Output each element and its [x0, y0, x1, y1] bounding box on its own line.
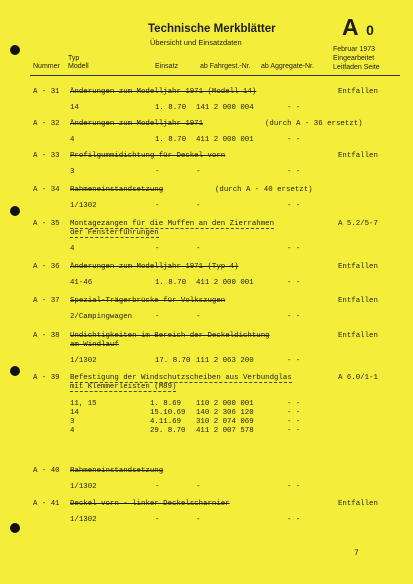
sheet-code — [342, 14, 375, 41]
entry-aggregate: - - — [287, 516, 301, 524]
entry-fahrgest: 111 2 063 200 — [196, 357, 254, 365]
entry-einsatz: 1. 8.69 — [150, 400, 182, 408]
entry-aggregate: - - — [287, 313, 301, 321]
entry-aggregate: - - — [287, 400, 301, 408]
entry-fahrgest: 140 2 306 120 — [196, 409, 254, 417]
page-number: 7 — [354, 549, 359, 558]
sheet-code-number: 0 — [366, 22, 375, 38]
entry-aggregate: - - — [287, 279, 301, 287]
entry-aggregate: - - — [287, 104, 301, 112]
entry-aggregate: - - — [287, 168, 301, 176]
entry-title: Rahmeneinstandsetzung — [70, 186, 164, 194]
entry-einsatz: 4.11.69 — [150, 418, 182, 426]
page-title: Technische Merkblätter — [148, 23, 276, 35]
entry-number: A - 35 — [33, 220, 60, 228]
entry-number: A - 41 — [33, 500, 60, 508]
col-fahrgest-header: ab Fahrgest.-Nr. — [200, 63, 251, 70]
entry-reference: A 5.2/5-7 — [338, 220, 378, 228]
entry-aggregate: - - — [287, 409, 301, 417]
entry-aggregate: - - — [287, 418, 301, 426]
entry-aggregate: - - — [287, 357, 301, 365]
entry-typ: 1/1302 — [70, 202, 97, 210]
entry-title: Rahmeneinstandsetzung — [70, 467, 164, 475]
entry-fahrgest: - — [196, 245, 201, 253]
entry-typ: 14 — [70, 104, 79, 112]
entry-typ: 14 — [70, 409, 79, 417]
entry-typ: 4 — [70, 136, 75, 144]
entry-typ: 1/1302 — [70, 357, 97, 365]
entry-einsatz: 29. 8.70 — [150, 427, 186, 435]
entry-number: A - 31 — [33, 88, 60, 96]
entry-typ: 1/1302 — [70, 516, 97, 524]
entry-aggregate: - - — [287, 427, 301, 435]
entry-number: A - 37 — [33, 297, 60, 305]
entry-title: Profilgummidichtung für Deckel vorn — [70, 152, 226, 160]
date-line2: Eingearbeitet — [333, 55, 375, 62]
date-line3: Leitfaden Seite — [333, 64, 380, 71]
entry-einsatz: - — [155, 516, 160, 524]
date: Februar 1973 — [333, 46, 376, 53]
entry-reference: Entfallen — [338, 297, 378, 305]
entry-fahrgest: 310 2 074 069 — [196, 418, 254, 426]
entry-number: A - 33 — [33, 152, 60, 160]
entry-fahrgest: 411 2 007 578 — [196, 427, 254, 435]
col-modell-header: Modell — [68, 63, 89, 70]
entry-typ: 4 — [70, 427, 75, 435]
entry-fahrgest: - — [196, 168, 201, 176]
punch-hole-icon — [10, 206, 20, 216]
entry-einsatz: - — [155, 483, 160, 491]
entry-fahrgest: - — [196, 313, 201, 321]
entry-number: A - 34 — [33, 186, 60, 194]
col-einsatz-header: Einsatz — [155, 63, 178, 70]
col-aggregate-header: ab Aggregate-Nr. — [261, 63, 314, 70]
col-typ-header: Typ — [68, 55, 80, 62]
entry-title-line2: mit Klemmerleisten (M89) — [70, 383, 177, 391]
entry-title: Befestigung der Windschutzscheiben aus Verbundglas — [70, 374, 292, 382]
entry-einsatz: - — [155, 202, 160, 210]
entry-aggregate: - - — [287, 136, 301, 144]
entry-title: Änderungen zum Modelljahr 1971 (Modell 14) — [70, 88, 257, 96]
entry-reference: Entfallen — [338, 152, 378, 160]
entry-einsatz: 1. 8.70 — [155, 279, 187, 287]
entry-title: Deckel vorn - linker Deckelscharnier — [70, 500, 230, 508]
entry-title-line2: am Windlauf — [70, 341, 119, 349]
punch-hole-icon — [10, 366, 20, 376]
entry-title: Montagezangen für die Muffen an den Zierrahmen — [70, 220, 275, 228]
entry-fahrgest: 141 2 000 004 — [196, 104, 254, 112]
sheet-code-letter: A — [342, 14, 359, 40]
entry-typ: 3 — [70, 418, 75, 426]
entry-title: Spezial-Trägerbrücke für Volkszugen — [70, 297, 226, 305]
header-divider — [30, 75, 400, 76]
entry-title: Änderungen zum Modelljahr 1971 — [70, 120, 204, 128]
entry-number: A - 39 — [33, 374, 60, 382]
entry-einsatz: - — [155, 168, 160, 176]
page-subtitle: Übersicht und Einsatzdaten — [150, 38, 242, 47]
entry-number: A - 36 — [33, 263, 60, 271]
entry-einsatz: - — [155, 313, 160, 321]
entry-fahrgest: 411 2 000 001 — [196, 136, 254, 144]
entry-note: (durch A - 40 ersetzt) — [215, 186, 313, 194]
entry-title: Änderungen zum Modelljahr 1971 (Typ 4) — [70, 263, 239, 271]
entry-fahrgest: - — [196, 516, 201, 524]
punch-hole-icon — [10, 45, 20, 55]
entry-fahrgest: 411 2 000 001 — [196, 279, 254, 287]
entry-typ: 3 — [70, 168, 75, 176]
entry-fahrgest: 110 2 000 001 — [196, 400, 254, 408]
date-block — [333, 45, 380, 72]
entry-einsatz: 15.10.69 — [150, 409, 186, 417]
entry-typ: 2/Campingwagen — [70, 313, 133, 321]
entry-typ: 1/1302 — [70, 483, 97, 491]
entry-einsatz: 1. 8.70 — [155, 104, 187, 112]
entry-aggregate: - - — [287, 202, 301, 210]
entry-note: (durch A - 36 ersetzt) — [265, 120, 363, 128]
entry-number: A - 40 — [33, 467, 60, 475]
entry-reference: Entfallen — [338, 332, 378, 340]
entry-title-line2: der Fensterführungen — [70, 229, 159, 237]
entry-number: A - 32 — [33, 120, 60, 128]
entry-aggregate: - - — [287, 483, 301, 491]
entry-number: A - 38 — [33, 332, 60, 340]
entry-title: Undichtigkeiten im Bereich der Deckeldichtung — [70, 332, 270, 340]
entry-aggregate: - - — [287, 245, 301, 253]
entry-typ: 11, 15 — [70, 400, 97, 408]
entry-typ: 4 — [70, 245, 75, 253]
entry-einsatz: 1. 8.70 — [155, 136, 187, 144]
entry-reference: Entfallen — [338, 88, 378, 96]
entry-einsatz: - — [155, 245, 160, 253]
punch-hole-icon — [10, 523, 20, 533]
entry-reference: A 6.0/1-1 — [338, 374, 378, 382]
entry-typ: 41-46 — [70, 279, 93, 287]
entry-reference: Entfallen — [338, 263, 378, 271]
entry-einsatz: 17. 8.70 — [155, 357, 191, 365]
entry-fahrgest: - — [196, 483, 201, 491]
entry-reference: Entfallen — [338, 500, 378, 508]
entry-fahrgest: - — [196, 202, 201, 210]
col-nummer-header: Nummer — [33, 63, 60, 70]
